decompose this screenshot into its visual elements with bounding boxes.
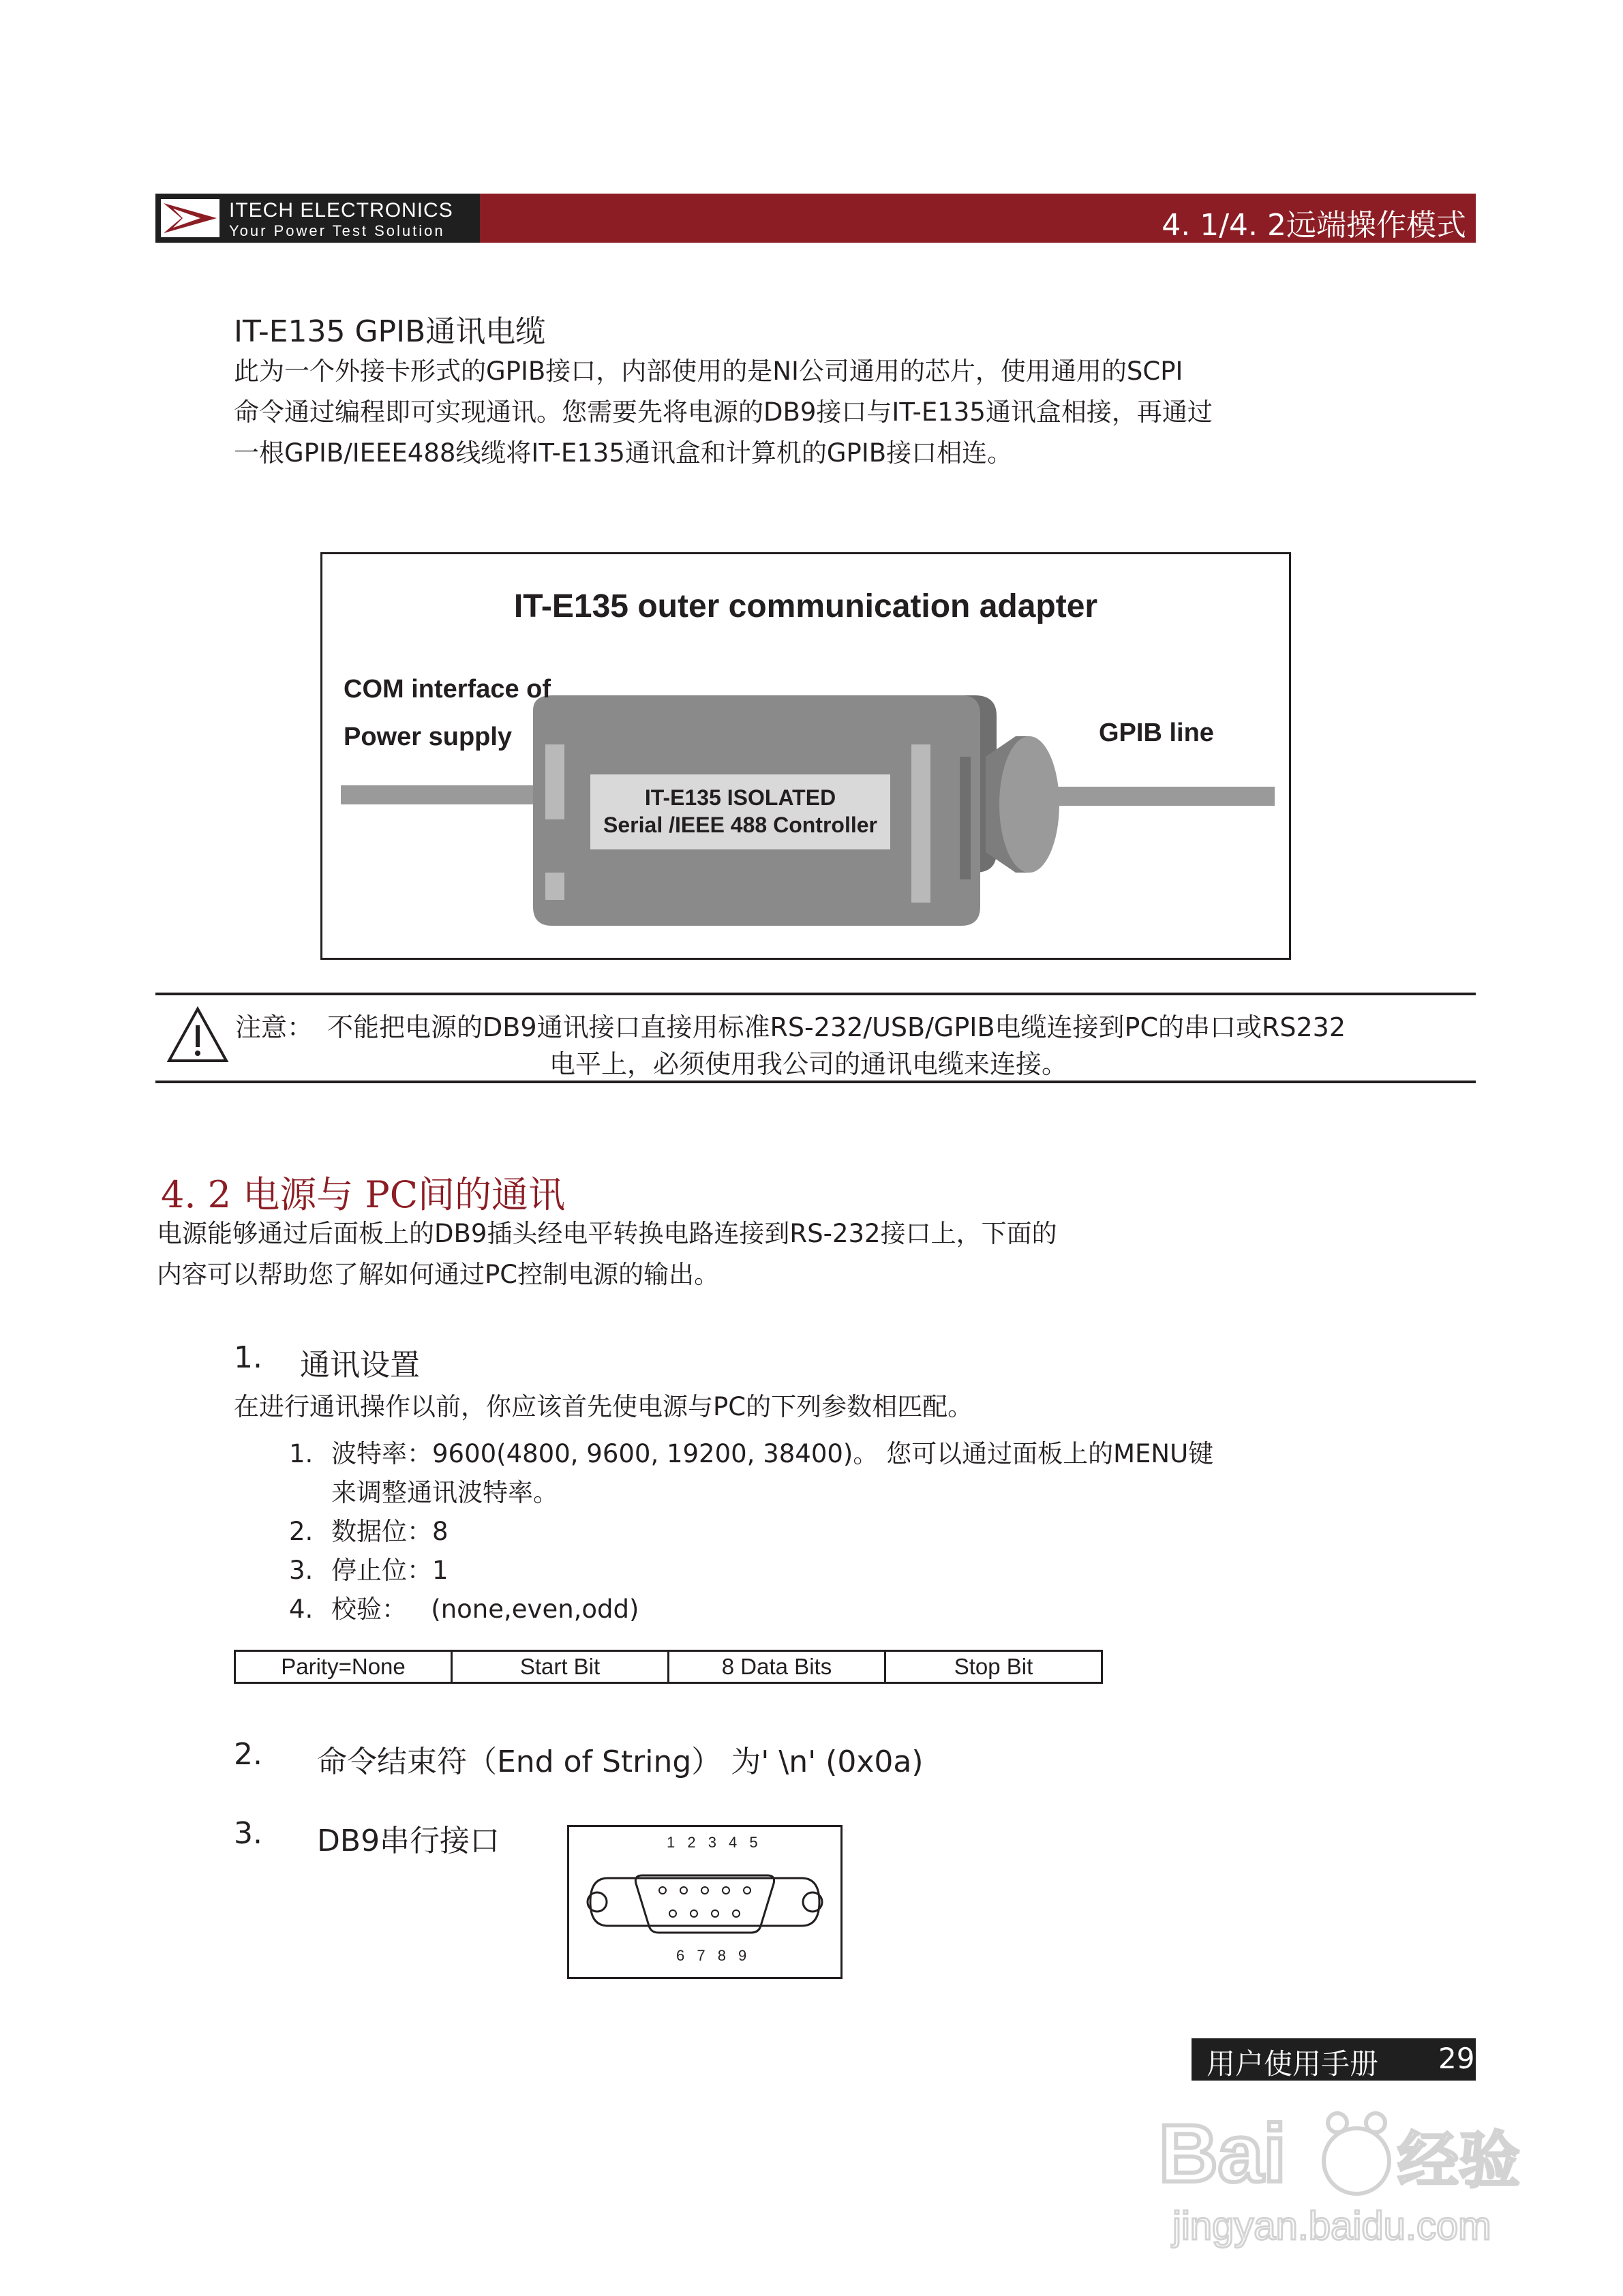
settings-item-number: 3. [289,1556,314,1585]
table-cell-stop-bit: Stop Bit [954,1654,1033,1679]
intro-line-3: 一根GPIB/IEEE488线缆将IT-E135通讯盒和计算机的GPIB接口相连。 [234,438,1013,468]
terminator-number: 2. [234,1737,262,1772]
svg-text:经验: 经验 [1397,2125,1520,2196]
settings-intro: 在进行通讯操作以前，你应该首先使电源与PC的下列参数相匹配。 [234,1392,973,1421]
settings-item-data-bits: 数据位：8 [331,1517,449,1546]
section-heading: 4. 2 电源与 PC间的通讯 [161,1173,566,1216]
svg-text:jingyan.baidu.com: jingyan.baidu.com [1172,2204,1491,2248]
gpib-line-label: GPIB line [1099,719,1214,747]
section-reference: 4. 1/4. 2远端操作模式 [1162,208,1466,243]
terminator-text: 命令结束符（End of String） 为' \n' (0x0a) [317,1744,924,1779]
power-supply-label: Power supply [344,723,513,751]
table-cell-data-bits: 8 Data Bits [669,1652,886,1682]
db9-number: 3. [234,1816,262,1851]
com-interface-label: COM interface of [344,675,551,704]
baidu-watermark-logo [1159,2100,1541,2263]
caution-bottom-rule [155,1081,1476,1083]
table-cell-start-bit: Start Bit [453,1652,669,1682]
settings-title: 通讯设置 [300,1348,420,1383]
intro-line-2: 命令通过编程即可实现通讯。您需要先将电源的DB9接口与IT-E135通讯盒相接，再通过 [234,397,1213,427]
parity-frame-table [234,1650,1103,1684]
logo-name: ITECH ELECTRONICS [229,199,453,222]
device-label-description: Serial /IEEE 488 Controller [603,813,877,837]
caution-line-1: 不能把电源的DB9通讯接口直接用标准RS-232/USB/GPIB电缆连接到PC的串口或RS232 [327,1012,1346,1042]
settings-item-baud: 波特率：9600(4800, 9600, 19200, 38400)。 您可以通过面板上的MENU键 [331,1439,1214,1468]
db9-top-pin-numbers: 1 2 3 4 5 [667,1834,762,1851]
caution-line-2: 电平上，必须使用我公司的通讯电缆来连接。 [549,1049,1068,1079]
table-cell-parity: Parity=None [236,1652,453,1682]
itech-logo-mark-icon [161,199,219,237]
footer-label: 用户使用手册 [1207,2047,1379,2081]
intro-line-1: 此为一个外接卡形式的GPIB接口，内部使用的是NI公司通用的芯片，使用通用的SCPI [234,357,1183,386]
warning-triangle-icon [166,1006,229,1063]
settings-item-number: 4. [289,1595,314,1624]
db9-bottom-pin-numbers: 6 7 8 9 [676,1947,751,1964]
logo-tagline: Your Power Test Solution [229,222,445,239]
device-label-model: IT-E135 ISOLATED [644,785,836,810]
caution-top-rule [155,993,1476,995]
svg-text:Bai: Bai [1159,2108,1286,2199]
db9-title: DB9串行接口 [317,1824,500,1858]
settings-number: 1. [234,1340,262,1375]
section-line-2: 内容可以帮助您了解如何通过PC控制电源的输出。 [157,1260,720,1289]
settings-item-number: 1. [289,1439,314,1468]
page-number: 29 [1438,2042,1475,2075]
settings-item-number: 2. [289,1517,314,1546]
settings-item-baud-cont: 来调整通讯波特率。 [331,1478,558,1507]
figure-title: IT-E135 outer communication adapter [513,588,1098,624]
settings-item-parity: 校验： (none,even,odd) [331,1595,639,1624]
settings-item-stop-bit: 停止位：1 [331,1556,449,1585]
caution-prefix: 注意： [235,1012,314,1042]
intro-title: IT-E135 GPIB通讯电缆 [234,314,546,349]
section-line-1: 电源能够通过后面板上的DB9插头经电平转换电路连接到RS-232接口上，下面的 [157,1219,1057,1248]
